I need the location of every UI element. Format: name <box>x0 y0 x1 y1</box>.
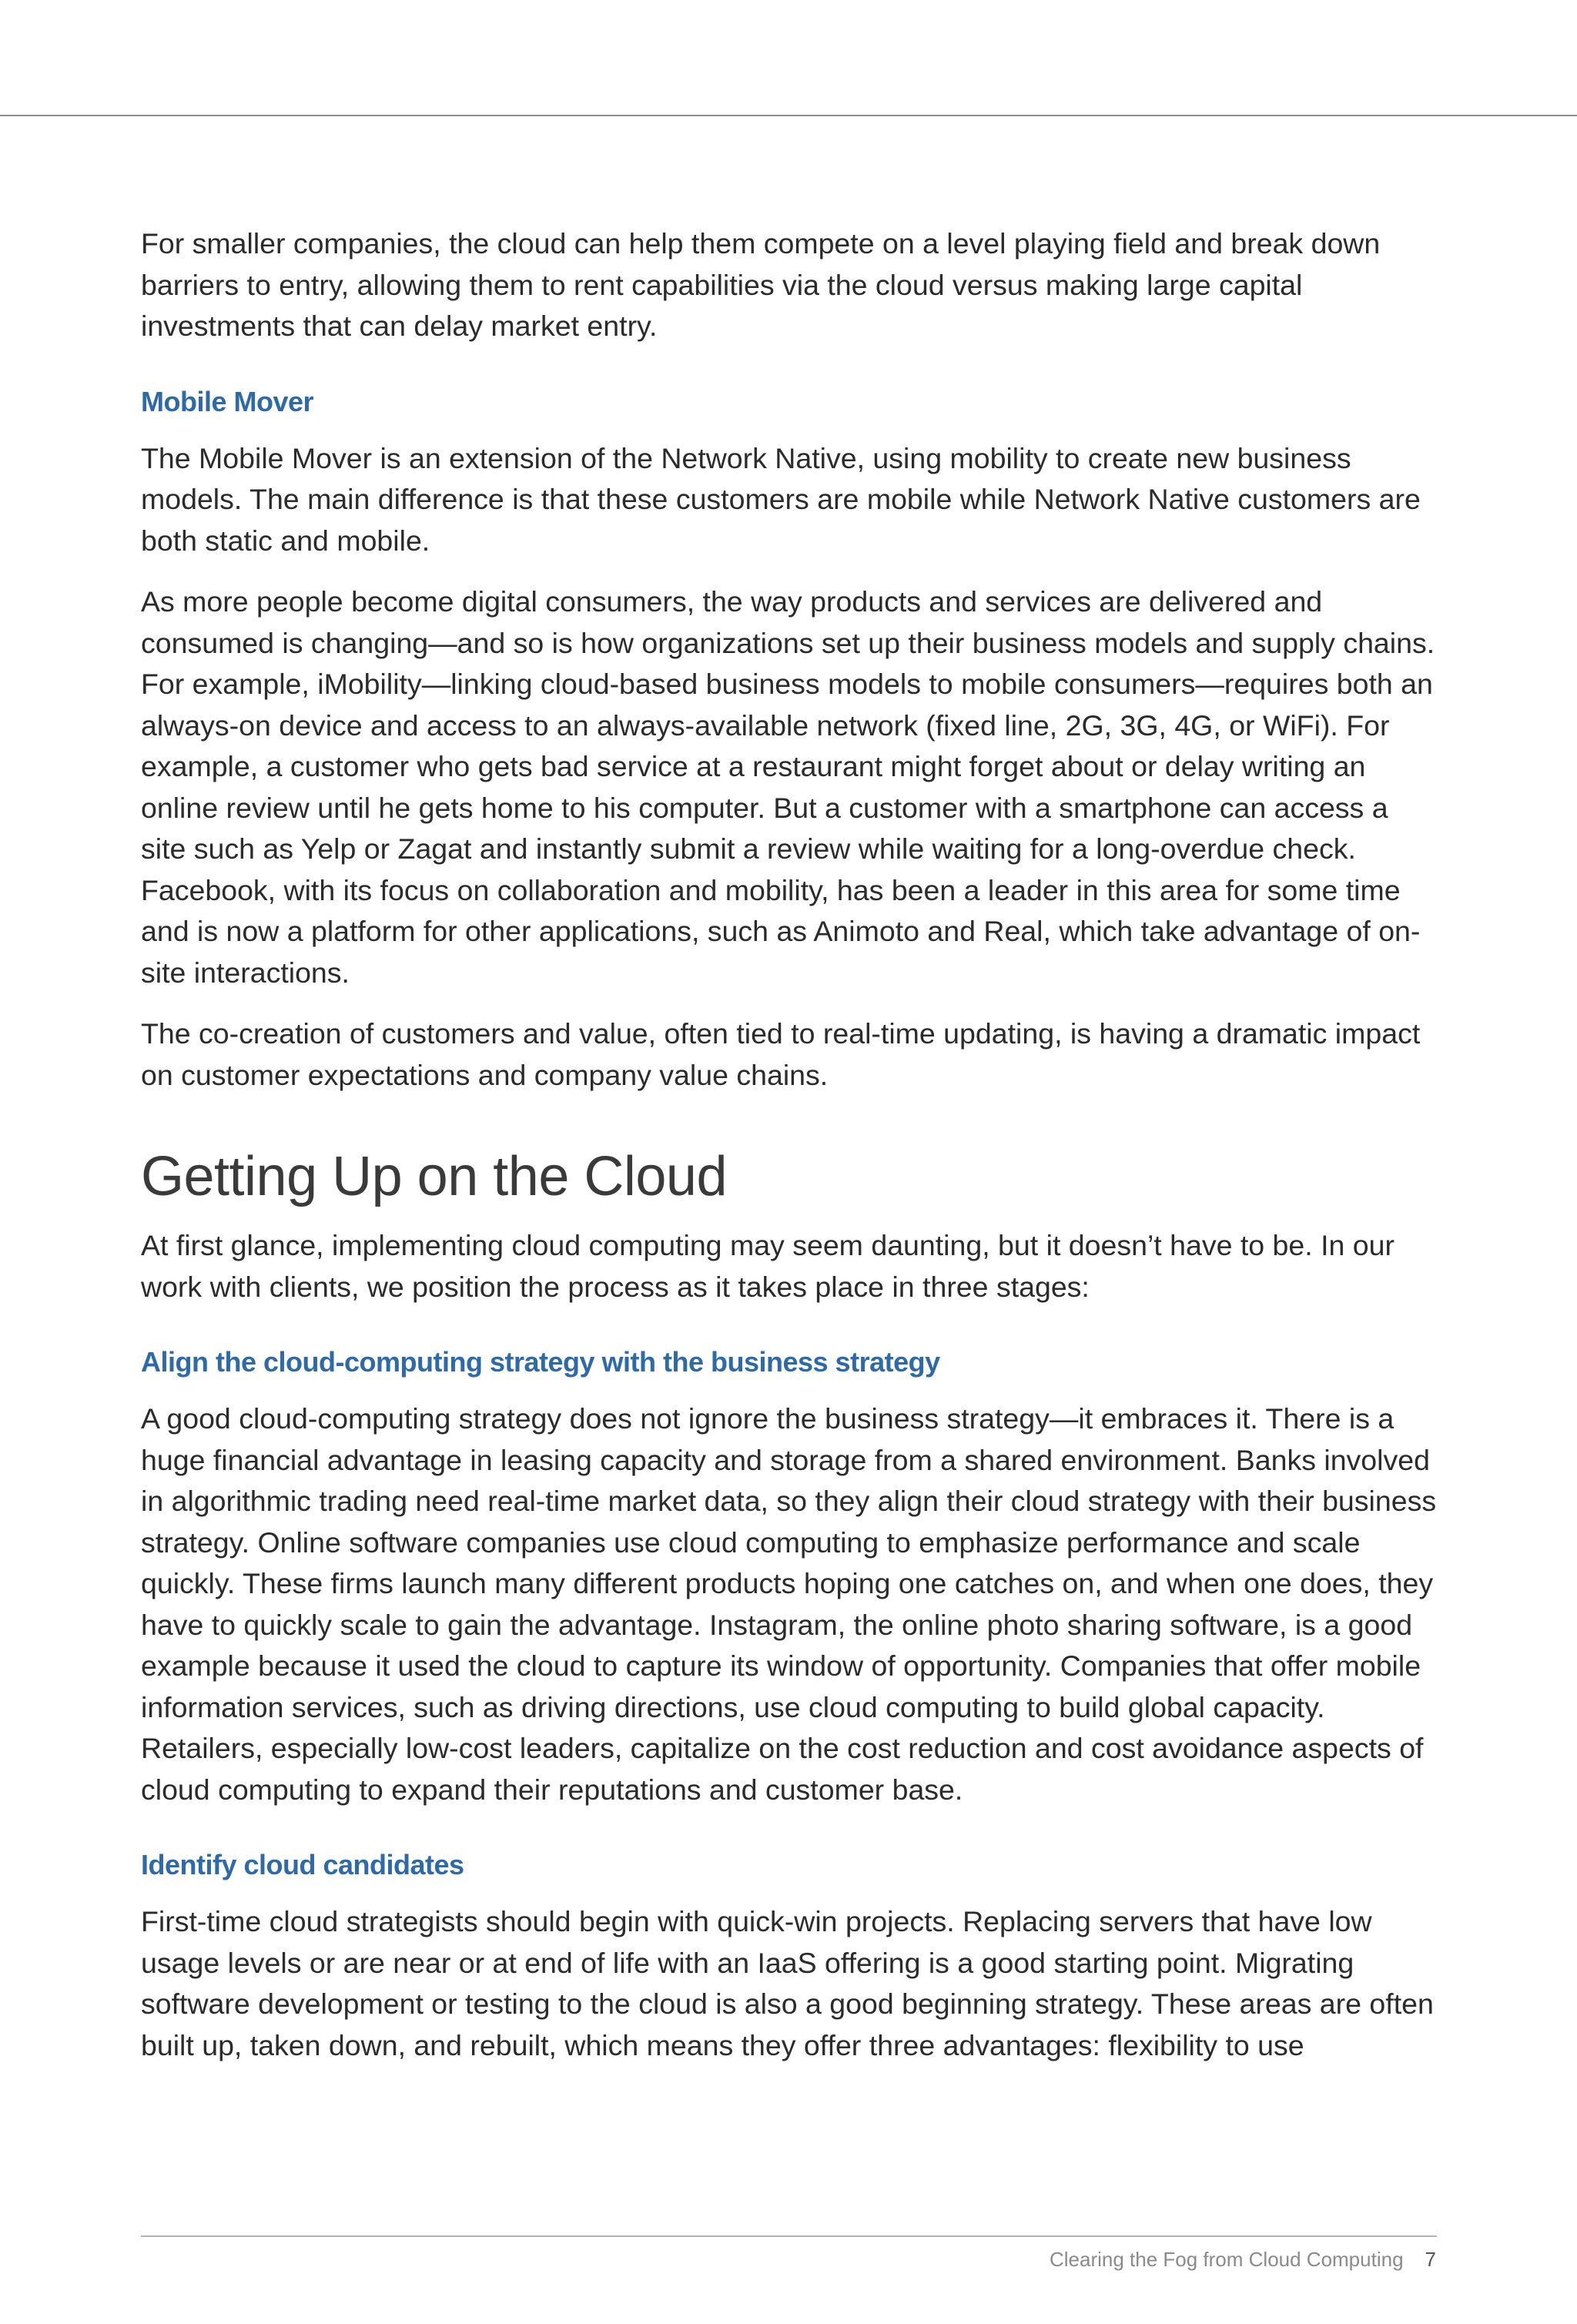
identify-candidates-paragraph: First-time cloud strategists should begin with quick-win projects. Replacing servers that have low usage levels or are near or at end of life with an IaaS offering is a good starting point. Migrating software development or testing to the cloud is also a good beginning strategy. These areas are often built up, taken down, and rebuilt, which means they offer three advantages: flexibility to use <box>141 1905 1434 2061</box>
mobile-mover-paragraph-1: The Mobile Mover is an extension of the Network Native, using mobility to create new business models. The main difference is that these customers are mobile while Network Native customers are both static and mobile. <box>141 441 1421 557</box>
header-divider <box>0 115 1577 116</box>
identify-candidates-heading: Identify cloud candidates <box>141 1849 464 1880</box>
page-body <box>141 223 1437 2086</box>
section-title: Getting Up on the Cloud <box>141 1146 727 1207</box>
mobile-mover-paragraph-3: The co-creation of customers and value, often tied to real-time updating, is having a dramatic impact on customer expectations and company value chains. <box>141 1017 1421 1091</box>
mobile-mover-paragraph-2: As more people become digital consumers, the way products and services are delivered and consumed is changing—and so is how organizations set up their business models and supply chains. For example, iMobility—linking cloud-based business models to mobile consumers—requires both an always-on device and access to an always-available network (fixed line, 2G, 3G, 4G, or WiFi). For example, a customer who gets bad service at a restaurant might forget about or delay writing an online review until he gets home to his computer. But a customer with a smartphone can access a site such as Yelp or Zagat and instantly submit a review while waiting for a long-overdue check. Facebook, with its focus on collaboration and mobility, has been a leader in this area for some time and is now a platform for other applications, such as Animoto and Real, which take advantage of on-site interactions. <box>141 585 1435 989</box>
footer-divider <box>141 2235 1437 2237</box>
page-number: 7 <box>1425 2248 1436 2271</box>
footer-document-title: Clearing the Fog from Cloud Computing <box>1049 2248 1404 2271</box>
section-intro-paragraph: At first glance, implementing cloud computing may seem daunting, but it doesn’t have to be. In our work with clients, we position the process as it takes place in three stages: <box>141 1229 1395 1303</box>
intro-paragraph: For smaller companies, the cloud can help them compete on a level playing field and break down barriers to entry, allowing them to rent capabilities via the cloud versus making large capital investments that can delay market entry. <box>141 227 1381 342</box>
page-footer <box>1050 2245 1436 2273</box>
align-strategy-heading: Align the cloud-computing strategy with the business strategy <box>141 1346 940 1378</box>
mobile-mover-heading: Mobile Mover <box>141 385 314 417</box>
align-strategy-paragraph: A good cloud-computing strategy does not ignore the business strategy—it embraces it. There is a huge financial advantage in leasing capacity and storage from a shared environment. Banks involved in algorithmic trading need real-time market data, so they align their cloud strategy with their business strategy. Online software companies use cloud computing to emphasize performance and scale quickly. These firms launch many different products hoping one catches on, and when one does, they have to quickly scale to gain the advantage. Instagram, the online photo sharing software, is a good example because it used the cloud to capture its window of opportunity. Companies that offer mobile information services, such as driving directions, use cloud computing to build global capacity. Retailers, especially low-cost leaders, capitalize on the cost reduction and cost avoidance aspects of cloud computing to expand their reputations and customer base. <box>141 1402 1437 1806</box>
